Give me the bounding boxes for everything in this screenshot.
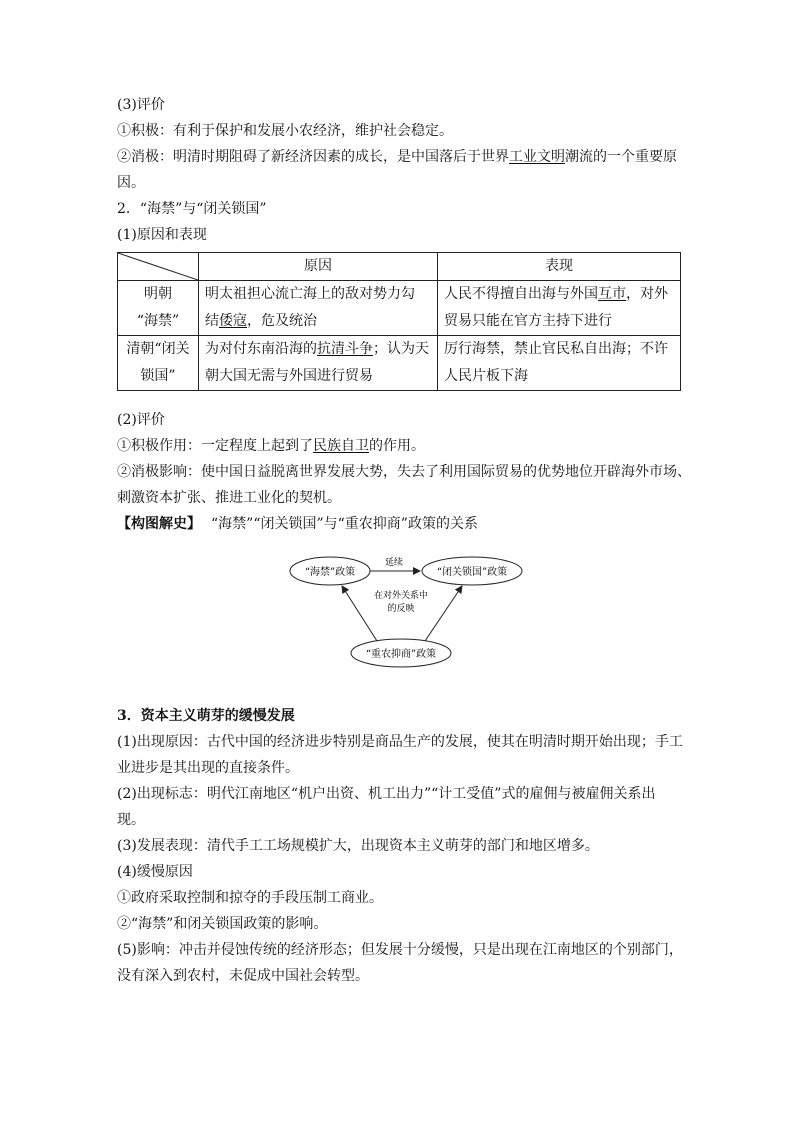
- diagram-tag: 【构图解史】: [117, 516, 201, 532]
- edge-continue-label: 延续: [384, 558, 404, 568]
- table-row: [118, 336, 681, 391]
- s3-para-1-cont: 业进步是其出现的直接条件。: [117, 760, 299, 776]
- document-body: [117, 92, 691, 989]
- table-row: [118, 281, 681, 336]
- arrow-to-right: [425, 586, 462, 641]
- cell-qing-expression: 厉行海禁，禁止官民私自出海；不许 人民片板下海: [438, 336, 681, 391]
- underlined-term: 抗清斗争: [317, 341, 373, 357]
- column-header-expression: 表现: [438, 253, 681, 281]
- s3-para-5-cont: 没有深入到农村，未促成中国社会转型。: [117, 968, 369, 984]
- node-bottom-label: “重农抑商”政策: [365, 649, 437, 660]
- eval-heading: (3)评价: [117, 97, 165, 113]
- diagonal-line: [118, 253, 198, 280]
- section-2-subheading: (1)原因和表现: [117, 227, 207, 243]
- diagram-title: “海禁”“闭关锁国”与“重农抑商”政策的关系: [211, 516, 478, 532]
- eval2-negative-cont: 刺激资本扩张、推进工业化的契机。: [117, 490, 341, 506]
- relationship-diagram: [117, 543, 682, 693]
- eval2-negative: ②消极影响：使中国日益脱离世界发展大势，失去了利用国际贸易的优势地位开辟海外市场、: [117, 464, 691, 480]
- eval2-positive: ①积极作用：一定程度上起到了民族自卫的作用。: [117, 438, 425, 454]
- center-label-1: 在对外关系中: [373, 591, 429, 601]
- column-header-cause: 原因: [199, 253, 438, 281]
- s3-para-4-item-1: ①政府采取控制和掠夺的手段压制工商业。: [117, 890, 383, 906]
- row-head-qing: 清朝“闭关 锁国”: [118, 336, 199, 391]
- section-2-title: 2．“海禁”与“闭关锁国”: [117, 201, 267, 217]
- underlined-term: 民族自卫: [313, 438, 369, 454]
- diagram-canvas: [117, 543, 682, 693]
- s3-para-5: (5)影响：冲击并侵蚀传统的经济形态；但发展十分缓慢，只是出现在江南地区的个别部门，: [117, 942, 683, 958]
- underlined-term: 工业文明: [509, 149, 565, 165]
- diagonal-corner-cell: [118, 253, 199, 281]
- s3-para-4-item-2: ②“海禁”和闭关锁国政策的影响。: [117, 916, 328, 932]
- eval-negative: ②消极：明清时期阻碍了新经济因素的成长，是中国落后于世界工业文明潮流的一个重要原: [117, 149, 677, 165]
- s3-para-1: (1)出现原因：古代中国的经济进步特别是商品生产的发展，使其在明清时期开始出现；手工: [117, 734, 683, 750]
- eval-positive: ①积极：有利于保护和发展小农经济，维护社会稳定。: [117, 123, 453, 139]
- underlined-term: 互市: [598, 286, 626, 302]
- node-right-label: “闭关锁国”政策: [436, 567, 508, 578]
- node-left-label: “海禁”政策: [304, 567, 356, 578]
- underlined-term: 倭寇: [219, 313, 247, 329]
- eval-negative-cont: 因。: [117, 175, 145, 191]
- table-header-row: [118, 253, 681, 281]
- diagram-heading: [117, 511, 682, 537]
- s3-para-2-cont: 现。: [117, 812, 145, 828]
- eval2-heading: (2)评价: [117, 412, 165, 428]
- cell-qing-cause: 为对付东南沿海的抗清斗争；认为天 朝大国无需与外国进行贸易: [199, 336, 438, 391]
- section-3-title: 3．资本主义萌芽的缓慢发展: [117, 708, 295, 724]
- s3-para-3: (3)发展表现：清代手工工场规模扩大，出现资本主义萌芽的部门和地区增多。: [117, 838, 599, 854]
- center-label-2: 的反映: [387, 604, 415, 614]
- arrow-to-left: [342, 586, 377, 641]
- row-head-ming: 明朝 “海禁”: [118, 281, 199, 336]
- s3-para-4: (4)缓慢原因: [117, 864, 193, 880]
- cause-expression-table: [117, 252, 681, 391]
- cell-ming-expression: 人民不得擅自出海与外国互市，对外 贸易只能在官方主持下进行: [438, 281, 681, 336]
- cell-ming-cause: 明太祖担心流亡海上的敌对势力勾 结倭寇，危及统治: [199, 281, 438, 336]
- s3-para-2: (2)出现标志：明代江南地区“机户出资、机工出力”“计工受值”式的雇佣与被雇佣关系出: [117, 786, 656, 802]
